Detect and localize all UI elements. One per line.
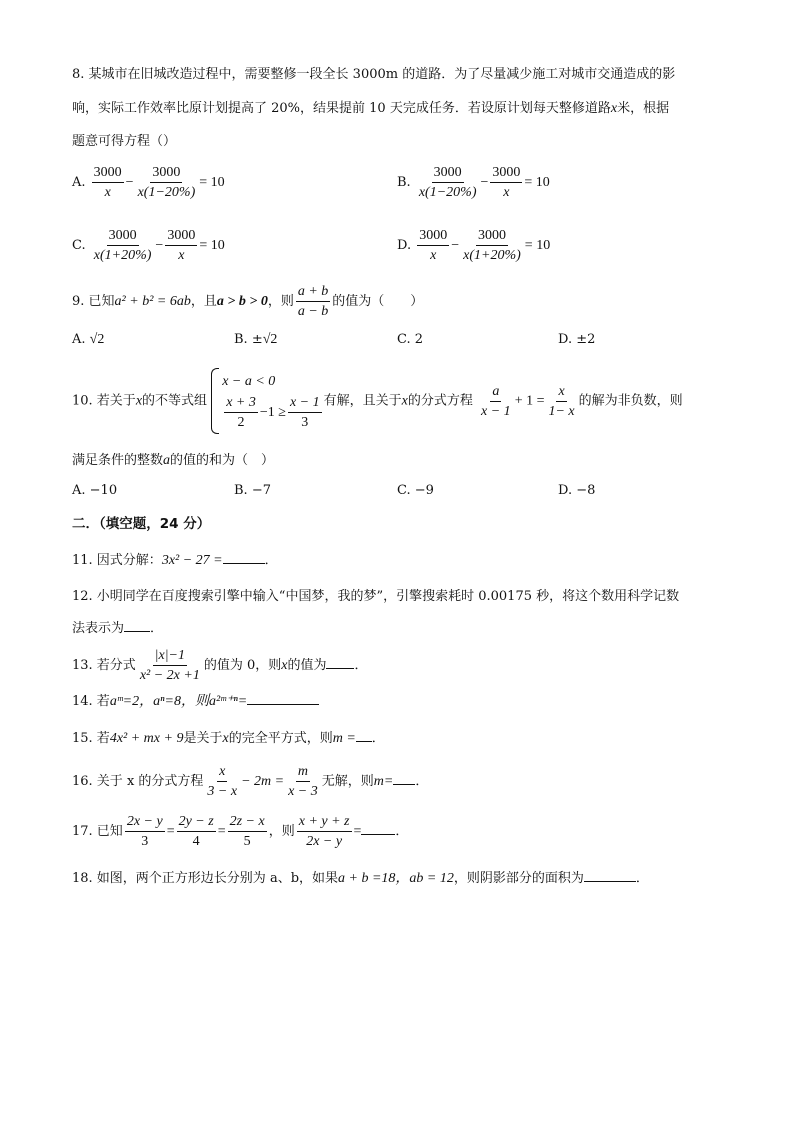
fraction: $\frac{x}{1- x}$ (548, 383, 575, 419)
question-17: 17. 已知 $\frac{2x - y}{3}$ = $\frac{2y - z}{4}$ = $\frac{2z - x}{5}$ ，则 $\frac{x + y + z}{2x - y}$ = ． (72, 814, 409, 849)
fraction: $\frac{2z - x}{5}$ (229, 814, 265, 849)
q10-option-b[interactable]: B. −7 (234, 483, 271, 498)
question-15: 15. 若4x² + mx + 9是关于x的完全平方式，则m = ． (72, 722, 732, 755)
question-11: 11. 因式分解：3x² − 27 = ． (72, 544, 732, 577)
q10-option-c[interactable]: C. −9 (397, 483, 434, 498)
q10-option-a[interactable]: A. −10 (72, 483, 118, 498)
q8-option-d[interactable]: D. $\frac{3000}{x}$ − $\frac{3000}{x(1+20\%)}$ = 10 (397, 228, 551, 263)
q9-option-c[interactable]: C. 2 (397, 332, 424, 347)
question-12-line-2: 法表示为 ． (72, 612, 732, 645)
fraction: $\frac{x - 1}{3}$ (289, 394, 320, 430)
fraction: $\frac{3000}{x(1+20\%)}$ (463, 228, 521, 263)
answer-blank[interactable] (584, 867, 636, 882)
fraction: $\frac{3000}{x}$ (93, 165, 122, 200)
fraction: $\frac{3000}{x(1-20\%)}$ (418, 165, 477, 200)
q8-option-b[interactable]: B. $\frac{3000}{x(1-20\%)}$ − $\frac{3000}{x}$ = 10 (397, 165, 550, 200)
fraction: $\frac{3000}{x(1+20\%)}$ (93, 228, 152, 263)
fraction: $\frac{2x - y}{3}$ (126, 814, 163, 849)
fraction: $\frac{a}{x - 1}$ (481, 383, 511, 419)
question-18: 18. 如图，两个正方形边长分别为 a、b，如果a + b =18，ab = 12，则阴影部分的面积为 ． (72, 862, 732, 895)
fraction: $\frac{3000}{x}$ (167, 228, 196, 263)
q10-option-d[interactable]: D. −8 (558, 483, 596, 498)
fraction: $\frac{2y - z}{4}$ (178, 814, 214, 849)
question-12-line-1: 12. 小明同学在百度搜索引擎中输入“中国梦，我的梦”，引擎搜索耗时 0.00175 秒，将这个数用科学记数 (72, 589, 680, 604)
fraction: $\frac{3000}{x(1-20\%)}$ (137, 165, 196, 200)
question-8-line-1: 8. 某城市在旧城改造过程中，需要整修一段全长 3000m 的道路．为了尽量减少施工对城市交通造成的影 (72, 67, 676, 82)
fraction: $\frac{x + y + z}{2x - y}$ (298, 814, 350, 849)
q9-option-d[interactable]: D. ±2 (558, 332, 596, 347)
fraction: $\frac{m}{x - 3}$ (288, 764, 318, 799)
fraction: $\frac{3000}{x}$ (492, 165, 521, 200)
question-8-line-3: 题意可得方程（） (72, 134, 177, 149)
fraction: $\frac{a + b}{a - b}$ (297, 284, 329, 319)
fraction: $\frac{x}{3 - x}$ (207, 764, 238, 799)
question-10-line-1: 10. 若关于x的不等式组 x − a < 0 $\frac{x + 3}{2}$ −1 ≥ $\frac{x - 1}{3}$ 有解，且关于x的分式方程 $\frac{a}{x - 1}$ + 1 = $\frac{x}{1- x}$ 的解为非负数，则 (72, 368, 732, 434)
answer-blank[interactable] (223, 549, 265, 564)
q9-option-b[interactable]: B. ±√2 (234, 332, 278, 347)
brace-icon (211, 368, 219, 434)
answer-blank[interactable] (356, 727, 372, 742)
q8-option-a[interactable]: A. $\frac{3000}{x}$ − $\frac{3000}{x(1-20\%)}$ = 10 (72, 165, 225, 200)
fraction: $\frac{|x|-1}{\text{x² − 2x +1}}$ (139, 648, 200, 683)
question-10-line-2: 满足条件的整数a的值的和为（ ） (72, 453, 275, 468)
answer-blank[interactable] (393, 770, 415, 785)
inequality-system: x − a < 0 $\frac{x + 3}{2}$ −1 ≥ $\frac{x - 1}{3}$ (211, 368, 323, 434)
answer-blank[interactable] (361, 820, 395, 835)
q8-option-c[interactable]: C. $\frac{3000}{x(1+20\%)}$ − $\frac{3000}{x}$ = 10 (72, 228, 225, 263)
fraction: $\frac{3000}{x}$ (419, 228, 448, 263)
answer-blank[interactable] (326, 654, 354, 669)
answer-blank[interactable] (124, 617, 150, 632)
section-heading-fill-in: 二．（填空题，24 分） (72, 516, 211, 532)
question-8-line-2: 响，实际工作效率比原计划提高了 20%，结果提前 10 天完成任务．若设原计划每天整修道路x米，根据 (72, 101, 670, 116)
q9-option-a[interactable]: A. √2 (72, 332, 105, 347)
question-9: 9. 已知a² + b² = 6ab，且a > b > 0，则 $\frac{a + b}{a - b}$ 的值为（ ） (72, 284, 424, 319)
answer-blank[interactable] (247, 690, 319, 705)
question-16: 16. 关于 x 的分式方程 $\frac{x}{3 - x}$ − 2m = $\frac{m}{x - 3}$ 无解，则m= ． (72, 764, 429, 799)
question-14: 14. 若aᵐ=2，aⁿ=8，则a²ᵐ⁺ⁿ= (72, 685, 732, 718)
fraction: $\frac{x + 3}{2}$ (226, 394, 256, 430)
question-13: 13. 若分式 $\frac{|x|-1}{\text{x² − 2x +1}}$ 的值为 0，则x的值为 ． (72, 648, 368, 683)
